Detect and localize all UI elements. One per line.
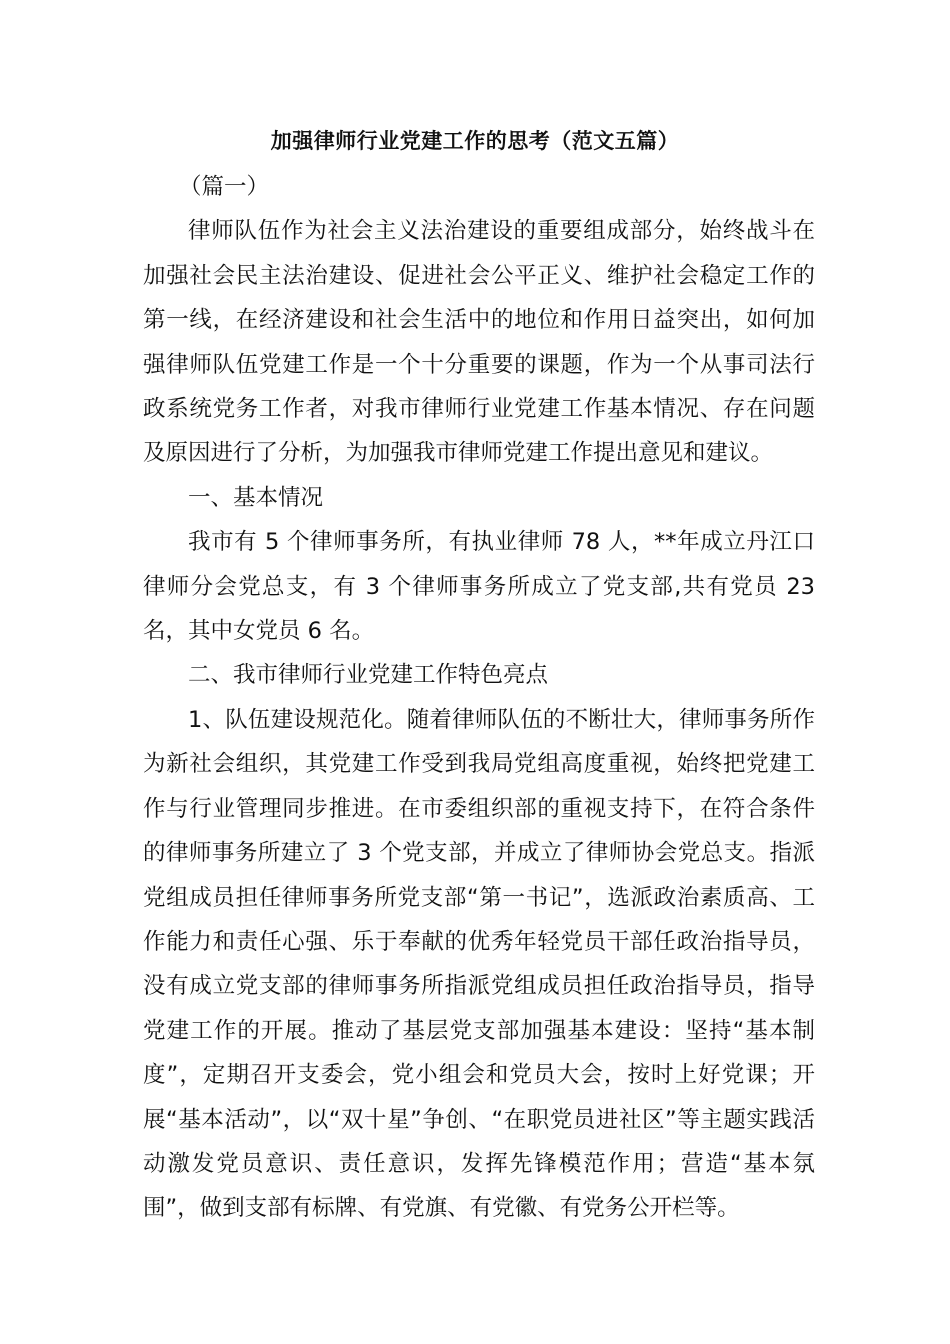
document-body [143,165,815,1231]
section-heading-highlights: 二、我市律师行业党建工作特色亮点 [188,662,549,689]
section-heading-basic: 一、基本情况 [188,484,324,511]
part-label: （篇一） [179,174,270,200]
paragraph-basic-situation: 我市有 5 个律师事务所，有执业律师 78 人，**年成立丹江口律师分会党总支，有 3 个律师事务所成立了党支部,共有党员 23 名，其中女党员 6 名。 [143,529,815,645]
paragraph-intro: 律师队伍作为社会主义法治建设的重要组成部分，始终战斗在加强社会民主法治建设、促进社会公平正义、维护社会稳定工作的第一线，在经济建设和社会生活中的地位和作用日益突出，如何加强律师队伍党建工作是一个十分重要的课题，作为一个从事司法行政系统党务工作者，对我市律师行业党建工作基本情况、存在问题及原因进行了分析，为加强我市律师党建工作提出意见和建议。 [143,218,815,467]
document-title: 加强律师行业党建工作的思考（范文五篇） [270,129,680,153]
paragraph-item-1: 1、队伍建设规范化。随着律师队伍的不断壮大，律师事务所作为新社会组织，其党建工作受到我局党组高度重视，始终把党建工作与行业管理同步推进。在市委组织部的重视支持下，在符合条件的律师事务所建立了 3 个党支部，并成立了律师协会党总支。指派党组成员担任律师事务所党支部“第一书记”，选派政治素质高、工作能力和责任心强、乐于奉献的优秀年轻党员干部任政治指导员，没有成立党支部的律师事务所指派党组成员担任政治指导员，指导党建工作的开展。推动了基层党支部加强基本建设：坚持“基本制度”，定期召开支委会，党小组会和党员大会，按时上好党课；开展“基本活动”，以“双十星”争创、“在职党员进社区”等主题实践活动激发党员意识、责任意识，发挥先锋模范作用；营造“基本氛围”，做到支部有标牌、有党旗、有党徽、有党务公开栏等。 [143,706,815,1222]
